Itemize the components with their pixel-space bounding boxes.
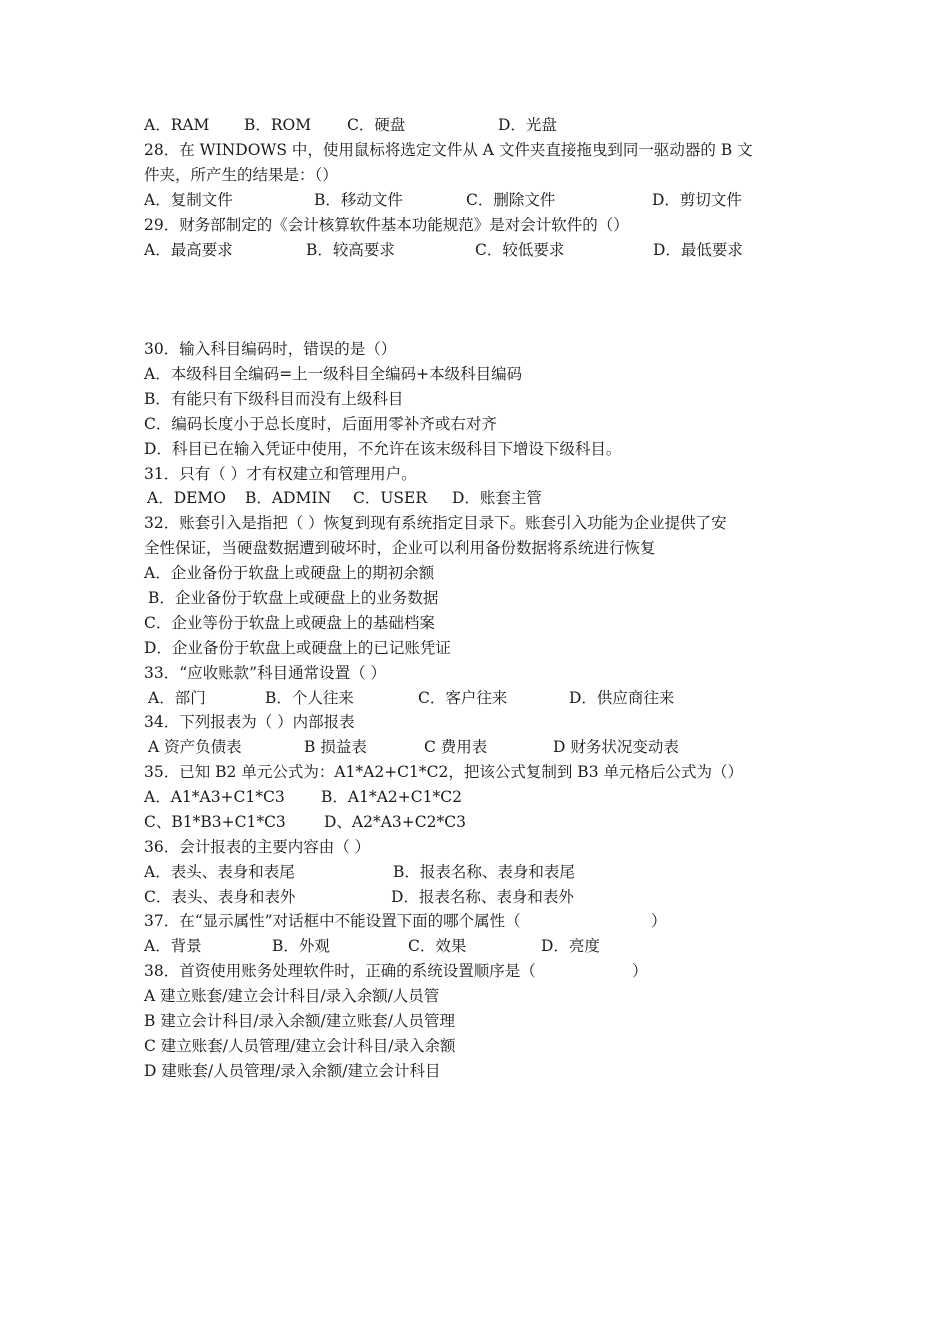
- option-text: B．外观: [272, 937, 330, 955]
- option-text: B．较高要求: [306, 241, 395, 259]
- option-text: A．最高要求: [144, 241, 233, 259]
- line-text: C．编码长度小于总长度时，后面用零补齐或右对齐: [144, 415, 497, 433]
- line-text: D 建账套/人员管理/录入余额/建立会计科目: [144, 1062, 441, 1080]
- option-text: A．表头、表身和表尾: [144, 863, 295, 881]
- option-text: B．个人往来: [265, 689, 354, 707]
- option-text: 38．首资使用账务处理软件时，正确的系统设置顺序是（: [144, 962, 536, 980]
- option-text: C．客户往来: [418, 689, 508, 707]
- line-text: D．科目已在输入凭证中使用，不允许在该末级科目下增设下级科目。: [144, 440, 622, 458]
- option-text: D 财务状况变动表: [553, 738, 679, 756]
- option-text: B．A1*A2+C1*C2: [321, 788, 462, 806]
- option-text: ）: [632, 962, 648, 980]
- option-text: A 资产负债表: [148, 738, 242, 756]
- line-text: D．企业备份于软盘上或硬盘上的已记账凭证: [144, 639, 451, 657]
- line-text: 件夹，所产生的结果是：（）: [144, 166, 338, 184]
- option-text: C．USER: [353, 489, 428, 507]
- option-text: C．删除文件: [466, 191, 556, 209]
- option-text: C．表头、表身和表外: [144, 888, 296, 906]
- option-text: A．DEMO: [147, 489, 227, 507]
- option-text: C．效果: [408, 937, 467, 955]
- line-text: 34．下列报表为（ ）内部报表: [144, 713, 355, 731]
- option-text: A．A1*A3+C1*C3: [144, 788, 285, 806]
- option-text: A．部门: [148, 689, 206, 707]
- option-text: B．ROM: [244, 116, 312, 134]
- option-text: C．硬盘: [347, 116, 406, 134]
- line-text: B．企业备份于软盘上或硬盘上的业务数据: [148, 589, 439, 607]
- line-text: 32．账套引入是指把（ ）恢复到现有系统指定目录下。账套引入功能为企业提供了安: [144, 514, 727, 532]
- line-text: 31．只有（ ）才有权建立和管理用户。: [144, 465, 417, 483]
- line-text: B 建立会计科目/录入余额/建立账套/人员管理: [144, 1012, 455, 1030]
- line-text: 28．在 WINDOWS 中，使用鼠标将选定文件从 A 文件夹直接拖曳到同一驱动器的 B 文: [144, 141, 753, 159]
- option-text: 37．在“显示属性”对话框中不能设置下面的哪个属性（: [144, 912, 521, 930]
- line-text: 35．已知 B2 单元公式为：A1*A2+C1*C2，把该公式复制到 B3 单元格后公式为（）: [144, 763, 743, 781]
- option-text: C 费用表: [424, 738, 488, 756]
- option-text: C、B1*B3+C1*C3: [144, 813, 286, 831]
- option-text: B．移动文件: [314, 191, 403, 209]
- option-text: B．报表名称、表身和表尾: [393, 863, 575, 881]
- option-text: D．光盘: [498, 116, 557, 134]
- line-text: A．企业备份于软盘上或硬盘上的期初余额: [144, 564, 435, 582]
- option-text: D．账套主管: [452, 489, 542, 507]
- line-text: 36．会计报表的主要内容由（ ）: [144, 838, 371, 856]
- option-text: D．最低要求: [653, 241, 743, 259]
- line-text: C 建立账套/人员管理/建立会计科目/录入余额: [144, 1037, 456, 1055]
- line-text: B．有能只有下级科目而没有上级科目: [144, 390, 404, 408]
- line-text: 全性保证，当硬盘数据遭到破坏时，企业可以利用备份数据将系统进行恢复: [144, 539, 656, 557]
- option-text: ）: [651, 912, 667, 930]
- option-text: C．较低要求: [475, 241, 565, 259]
- line-text: 30．输入科目编码时，错误的是（）: [144, 340, 397, 358]
- option-text: D．报表名称、表身和表外: [391, 888, 574, 906]
- line-text: A．本级科目全编码=上一级科目全编码+本级科目编码: [144, 365, 523, 383]
- option-text: A．背景: [144, 937, 202, 955]
- option-text: D．供应商往来: [569, 689, 675, 707]
- option-text: D、A2*A3+C2*C3: [324, 813, 466, 831]
- option-text: D．亮度: [541, 937, 600, 955]
- option-text: A．RAM: [144, 116, 210, 134]
- option-text: B 损益表: [304, 738, 367, 756]
- option-text: B．ADMIN: [245, 489, 332, 507]
- option-text: A．复制文件: [144, 191, 233, 209]
- option-text: D．剪切文件: [652, 191, 742, 209]
- line-text: 33．“应收账款”科目通常设置（ ）: [144, 664, 386, 682]
- line-text: 29．财务部制定的《会计核算软件基本功能规范》是对会计软件的（）: [144, 216, 629, 234]
- line-text: C．企业等份于软盘上或硬盘上的基础档案: [144, 614, 435, 632]
- line-text: A 建立账套/建立会计科目/录入余额/人员管: [144, 987, 440, 1005]
